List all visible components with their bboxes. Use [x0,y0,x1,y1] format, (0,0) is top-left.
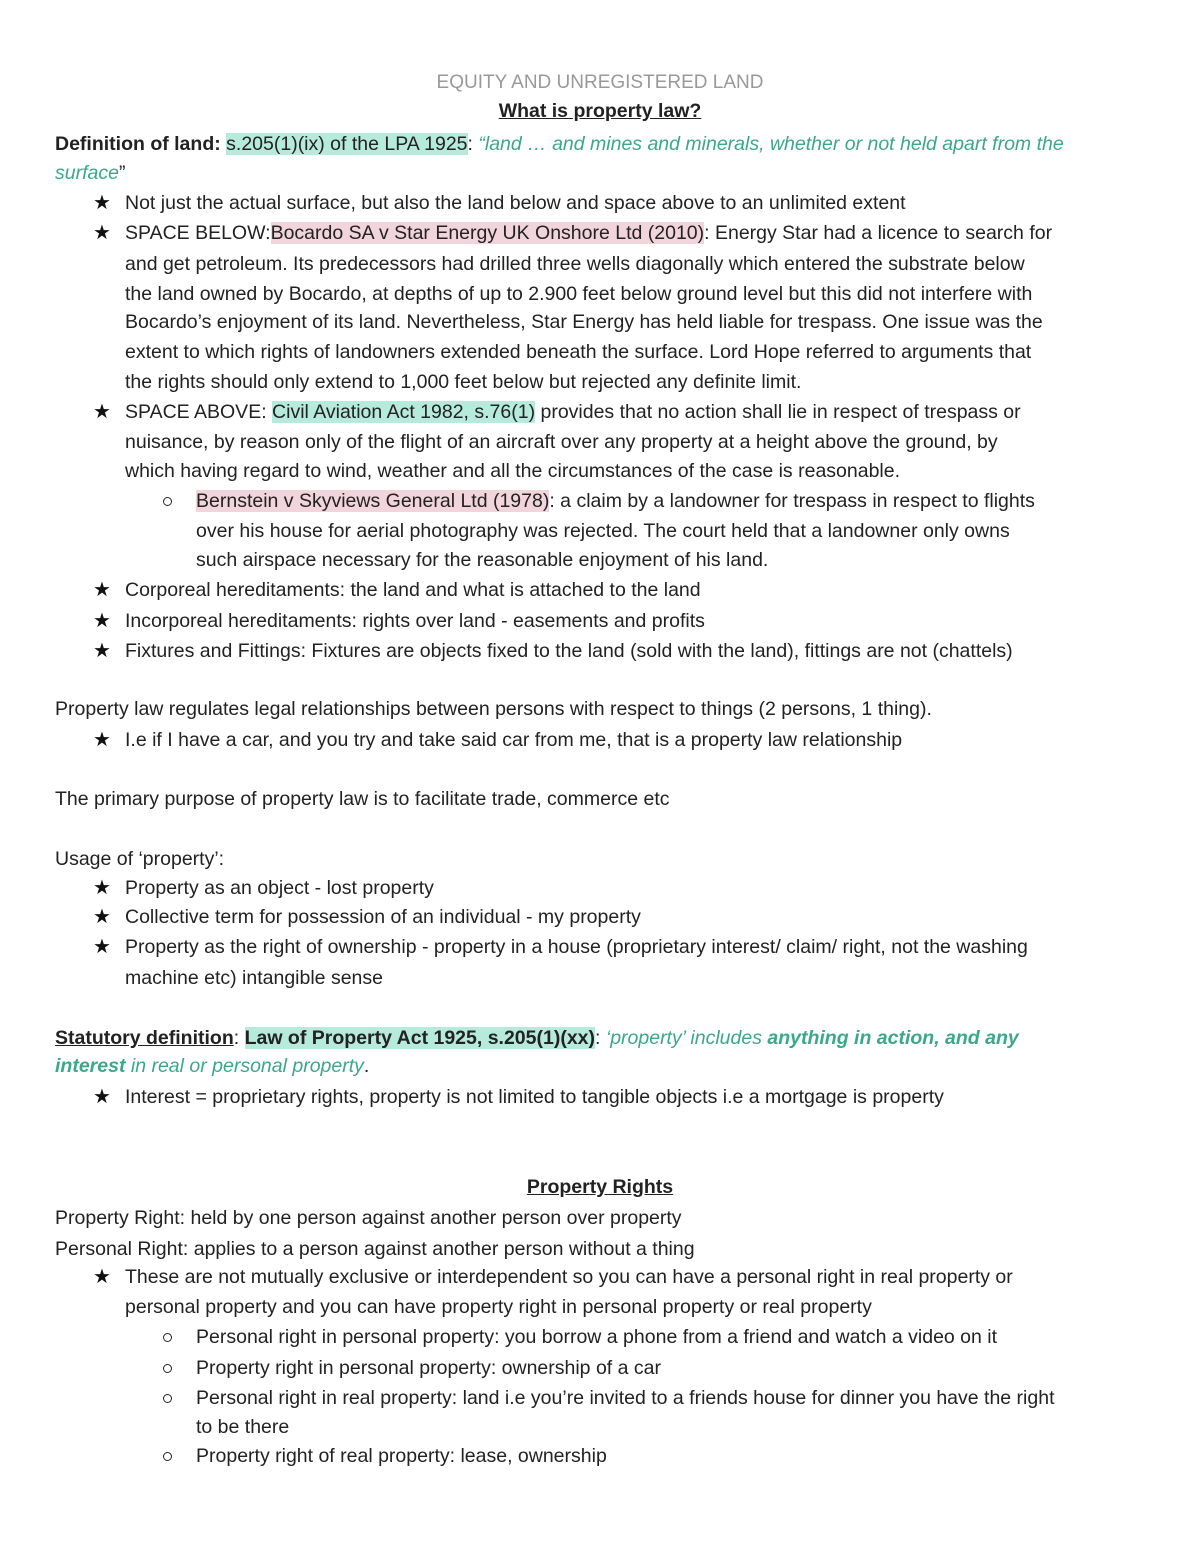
star-bullet-icon: ★ [93,906,111,928]
star-bullet-icon: ★ [93,222,111,244]
star-bullet-icon: ★ [93,729,111,751]
circle-bullet-icon [160,1442,178,1470]
sub-bullet-text: Property right of real property: lease, ownership [196,1445,607,1467]
heading-property-rights: Property Rights [526,1176,674,1198]
paragraph: Property Right: held by one person against another person over property [55,1207,682,1229]
heading-what-is-property-law: What is property law? [498,100,702,122]
definition-line-1: Definition of land: s.205(1)(ix) of the LPA 1925: “land … and mines and minerals, whether or not held apart from the [55,133,1064,155]
star-bullet-icon: ★ [93,401,111,423]
paragraph: Property law regulates legal relationships between persons with respect to things (2 persons, 1 thing). [55,698,932,720]
space-above-line-3: which having regard to wind, weather and all the circumstances of the case is reasonable. [125,460,901,482]
circle-bullet-icon [160,1323,178,1351]
circle-bullet-icon [160,1354,178,1382]
definition-label: Definition of land: [55,133,221,155]
star-bullet-icon: ★ [93,610,111,632]
space-above-line-1: SPACE ABOVE: Civil Aviation Act 1982, s.76(1) provides that no action shall lie in respect of trespass or [125,401,1021,423]
bullet-text: Property as an object - lost property [125,877,434,899]
star-bullet-icon: ★ [93,579,111,601]
bullet-text: Interest = proprietary rights, property is not limited to tangible objects i.e a mortgage is property [125,1086,944,1108]
star-bullet-icon: ★ [93,640,111,662]
space-above-line-2: nuisance, by reason only of the flight of an aircraft over any property at a height above the ground, by [125,431,998,453]
circle-bullet-icon [160,487,178,515]
star-bullet-icon: ★ [93,192,111,214]
circle-bullet-icon [160,1384,178,1412]
bullet-text: Property as the right of ownership - property in a house (proprietary interest/ claim/ right, not the washing [125,936,1028,958]
star-bullet-icon: ★ [93,1266,111,1288]
case-bocardo: Bocardo SA v Star Energy UK Onshore Ltd (2010) [270,222,705,244]
bullet-text: I.e if I have a car, and you try and take said car from me, that is a property law relationship [125,729,903,751]
statutory-label: Statutory definition [55,1027,234,1049]
case-bernstein: Bernstein v Skyviews General Ltd (1978) [196,490,550,512]
paragraph: Usage of ‘property’: [55,848,225,870]
definition-statute: s.205(1)(ix) of the LPA 1925 [226,133,468,155]
bullet-text: personal property and you can have property right in personal property or real property [125,1296,872,1318]
statutory-line-2: interest in real or personal property. [55,1055,370,1077]
space-below-line-2: and get petroleum. Its predecessors had drilled three wells diagonally which entered the substrate below [125,253,1025,275]
statute-civil-aviation: Civil Aviation Act 1982, s.76(1) [272,401,536,423]
sub-bullet-text: to be there [196,1416,290,1438]
bernstein-line-1: Bernstein v Skyviews General Ltd (1978): a claim by a landowner for trespass in respect to flights [196,490,1035,512]
sub-bullet-text: Personal right in personal property: you borrow a phone from a friend and watch a video on it [196,1326,998,1348]
bullet-text: machine etc) intangible sense [125,967,383,989]
paragraph: The primary purpose of property law is to facilitate trade, commerce etc [55,788,670,810]
bullet-text: Collective term for possession of an individual - my property [125,906,641,928]
star-bullet-icon: ★ [93,1086,111,1108]
definition-line-2: surface” [55,162,126,184]
bullet-text: Fixtures and Fittings: Fixtures are objects fixed to the land (sold with the land), fittings are not (chattels) [125,640,1013,662]
star-bullet-icon: ★ [93,877,111,899]
definition-quote: land … and mines and minerals, whether or not held apart from the [484,133,1064,155]
bullet-text: Corporeal hereditaments: the land and what is attached to the land [125,579,701,601]
star-bullet-icon: ★ [93,936,111,958]
paragraph: Personal Right: applies to a person against another person without a thing [55,1238,695,1260]
space-below-line-5: extent to which rights of landowners extended beneath the surface. Lord Hope referred to arguments that [125,341,1032,363]
space-below-line-4: Bocardo’s enjoyment of its land. Nevertheless, Star Energy has held liable for trespass. One issue was the [125,311,1043,333]
bernstein-line-2: over his house for aerial photography was rejected. The court held that a landowner only owns [196,520,1010,542]
bernstein-line-3: such airspace necessary for the reasonable enjoyment of his land. [196,549,769,571]
bullet-text: These are not mutually exclusive or interdependent so you can have a personal right in real property or [125,1266,1013,1288]
statutory-line-1: Statutory definition: Law of Property Act 1925, s.205(1)(xx): ‘property’ includes anything in action, and any [55,1027,1019,1049]
sub-bullet-text: Property right in personal property: ownership of a car [196,1357,661,1379]
bullet-text: Incorporeal hereditaments: rights over land - easements and profits [125,610,705,632]
sub-bullet-text: Personal right in real property: land i.e you’re invited to a friends house for dinner you have the right [196,1387,1055,1409]
space-below-line-6: the rights should only extend to 1,000 feet below but rejected any definite limit. [125,371,802,393]
statute-lpa: Law of Property Act 1925, s.205(1)(xx) [244,1027,596,1049]
space-below-line-3: the land owned by Bocardo, at depths of up to 2.900 feet below ground level but this did not interfere with [125,283,1033,305]
document-title: EQUITY AND UNREGISTERED LAND [436,72,764,93]
space-below-line-1: SPACE BELOW:Bocardo SA v Star Energy UK Onshore Ltd (2010): Energy Star had a licence to search for [125,222,1053,244]
bullet-text: Not just the actual surface, but also the land below and space above to an unlimited extent [125,192,906,214]
